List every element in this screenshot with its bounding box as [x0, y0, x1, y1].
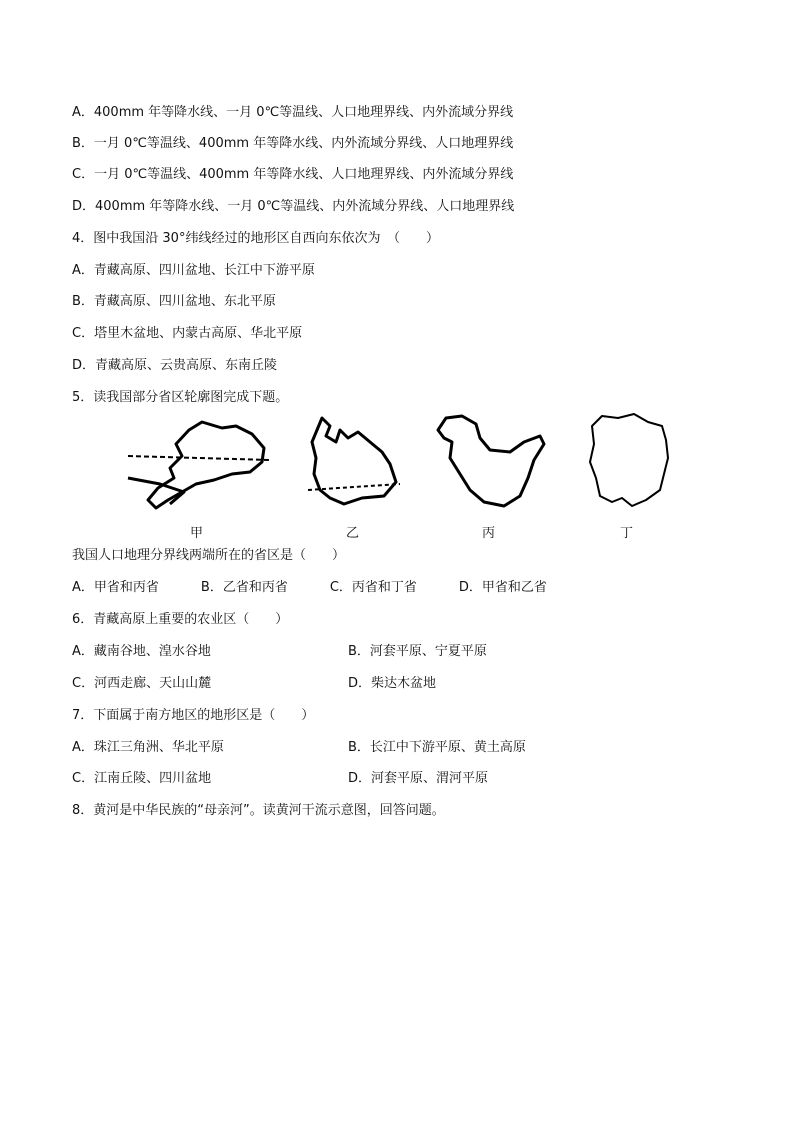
- q6-option-d: D．柴达木盆地: [348, 676, 437, 691]
- q4-option-c: C．塔里木盆地、内蒙古高原、华北平原: [72, 326, 303, 341]
- province-outline-bing-icon: [432, 412, 552, 512]
- label-yi: 乙: [346, 526, 360, 541]
- q7-stem: 7．下面属于南方地区的地形区是（ ）: [72, 708, 315, 723]
- province-outline-jia-icon: [124, 412, 274, 512]
- q7-option-b: B．长江中下游平原、黄土高原: [348, 740, 526, 755]
- figure-yi: [300, 412, 410, 512]
- figure-bing: [432, 412, 552, 512]
- figure-ding: [584, 412, 674, 512]
- q3-option-b: B．一月 0℃等温线、400mm 年等降水线、内外流域分界线、人口地理界线: [72, 136, 514, 151]
- q5-sub-stem: 我国人口地理分界线两端所在的省区是（ ）: [72, 548, 346, 563]
- q7-option-d: D．河套平原、渭河平原: [348, 771, 489, 786]
- q3-option-d: D．400mm 年等降水线、一月 0℃等温线、内外流域分界线、人口地理界线: [72, 199, 515, 214]
- province-outline-figures: [110, 412, 690, 542]
- q4-option-d: D．青藏高原、云贵高原、东南丘陵: [72, 358, 278, 373]
- q4-stem: 4．图中我国沿 30°纬线经过的地形区自西向东依次为 （ ）: [72, 231, 439, 246]
- q6-option-c: C．河西走廊、天山山麓: [72, 676, 212, 691]
- q5-option-a: A．甲省和丙省: [72, 580, 159, 595]
- q5-options: [72, 579, 589, 597]
- q3-option-a: A．400mm 年等降水线、一月 0℃等温线、人口地理界线、内外流域分界线: [72, 105, 514, 120]
- province-outline-yi-icon: [300, 412, 410, 512]
- label-ding: 丁: [620, 526, 634, 541]
- figure-jia: [124, 412, 274, 512]
- q4-option-a: A．青藏高原、四川盆地、长江中下游平原: [72, 263, 315, 278]
- q4-option-b: B．青藏高原、四川盆地、东北平原: [72, 294, 276, 309]
- q7-option-c: C．江南丘陵、四川盆地: [72, 771, 212, 786]
- label-bing: 丙: [482, 526, 496, 541]
- q5-stem: 5．读我国部分省区轮廓图完成下题。: [72, 390, 289, 405]
- q8-stem: 8．黄河是中华民族的“母亲河”。读黄河干流示意图，回答问题。: [72, 803, 445, 818]
- province-outline-ding-icon: [584, 412, 674, 512]
- q6-option-a: A．藏南谷地、湟水谷地: [72, 644, 211, 659]
- q5-option-c: C．丙省和丁省: [329, 580, 417, 595]
- label-jia: 甲: [190, 526, 204, 541]
- q6-stem: 6．青藏高原上重要的农业区（ ）: [72, 612, 289, 627]
- q7-option-a: A．珠江三角洲、华北平原: [72, 740, 224, 755]
- q6-option-b: B．河套平原、宁夏平原: [348, 644, 487, 659]
- q5-option-b: B．乙省和丙省: [200, 580, 288, 595]
- q3-option-c: C．一月 0℃等温线、400mm 年等降水线、人口地理界线、内外流域分界线: [72, 167, 514, 182]
- q5-option-d: D．甲省和乙省: [458, 580, 547, 595]
